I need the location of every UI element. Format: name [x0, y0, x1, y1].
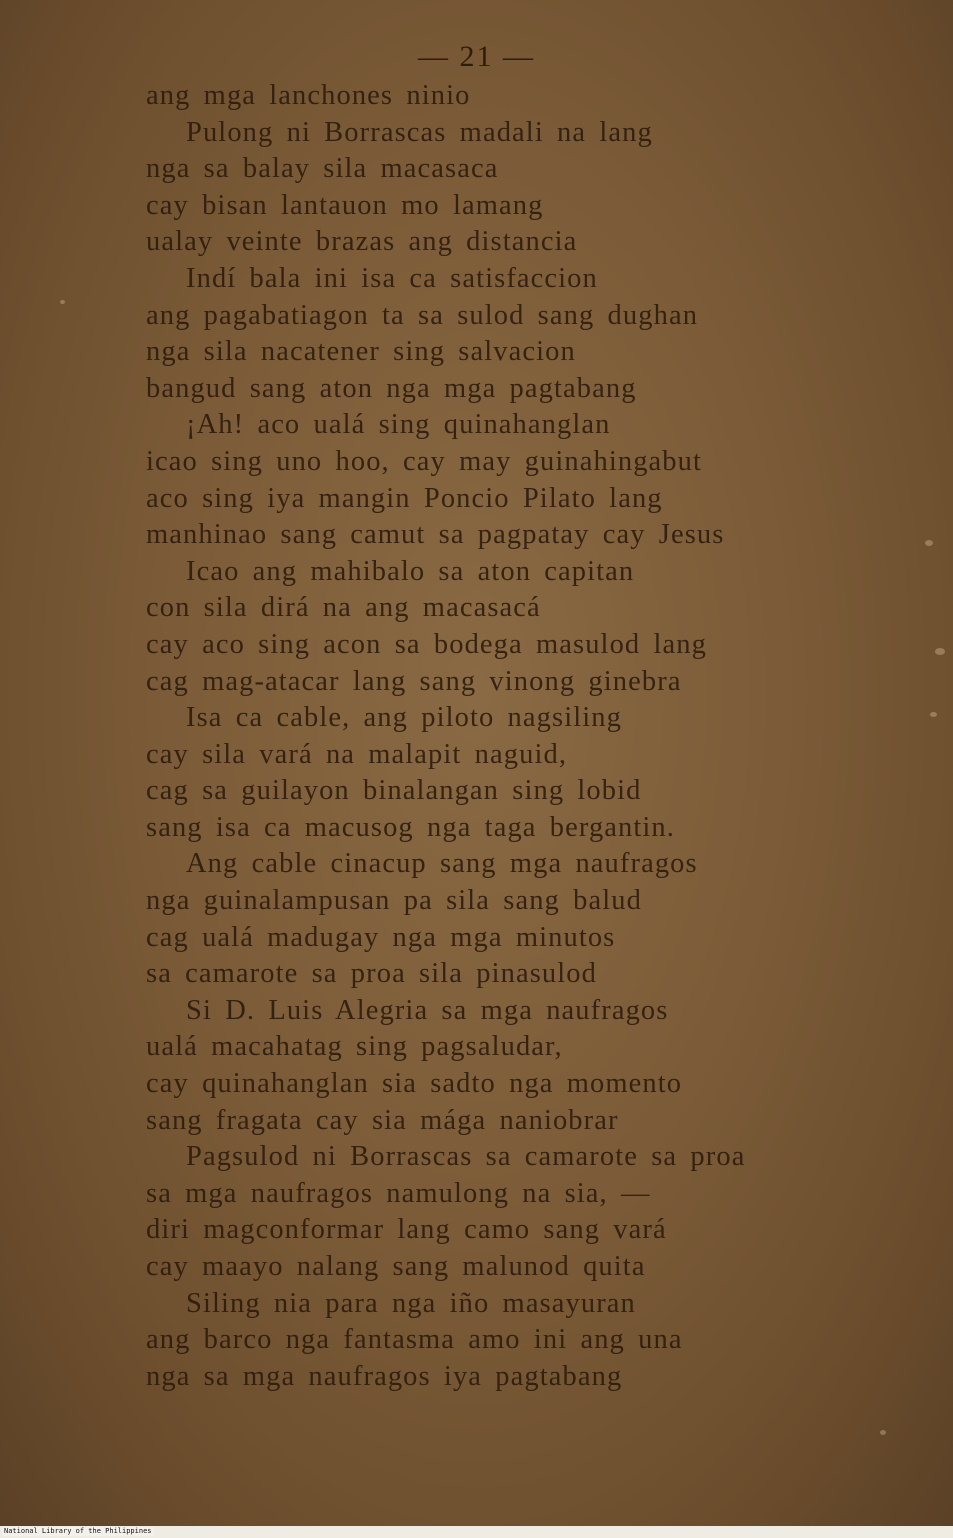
- text-line: ualay veinte brazas ang distancia: [146, 226, 578, 258]
- text-line: Pulong ni Borrascas madali na lang: [186, 116, 653, 148]
- text-line: sang fragata cay sia mága naniobrar: [146, 1104, 619, 1136]
- text-line: cay maayo nalang sang malunod quita: [146, 1251, 646, 1282]
- text-line: ang mga lanchones ninio: [146, 80, 471, 111]
- text-line: cay bisan lantauon mo lamang: [146, 189, 544, 221]
- poem-text-block: [146, 78, 846, 1395]
- text-line: cay aco sing acon sa bodega masulod lang: [146, 628, 707, 660]
- text-line: cag mag-atacar lang sang vinong ginebra: [146, 665, 682, 697]
- text-line: con sila dirá na ang macasacá: [146, 592, 541, 624]
- text-line: Isa ca cable, ang piloto nagsiling: [186, 702, 622, 734]
- paper-speck: [930, 712, 937, 717]
- text-line: sang isa ca macusog nga taga bergantin.: [146, 811, 676, 843]
- text-line: Indí bala ini isa ca satisfaccion: [186, 262, 598, 294]
- text-line: Icao ang mahibalo sa aton capitan: [186, 555, 635, 587]
- text-line: Ang cable cinacup sang mga naufragos: [186, 848, 698, 880]
- text-line: Si D. Luis Alegria sa mga naufragos: [186, 994, 669, 1026]
- text-line: Siling nia para nga iño masayuran: [186, 1287, 636, 1319]
- page-number: — 21 —: [418, 40, 535, 73]
- text-line: sa mga naufragos namulong na sia, —: [146, 1177, 651, 1209]
- text-line: ang barco nga fantasma amo ini ang una: [146, 1324, 683, 1356]
- text-line: ualá macahatag sing pagsaludar,: [146, 1031, 563, 1063]
- paper-speck: [880, 1430, 886, 1435]
- text-line: bangud sang aton nga mga pagtabang: [146, 372, 637, 404]
- footer-credit: National Library of the Philippines: [4, 1527, 152, 1535]
- text-line: sa camarote sa proa sila pinasulod: [146, 958, 597, 990]
- text-line: manhinao sang camut sa pagpatay cay Jesus: [146, 519, 725, 551]
- text-line: nga sa mga naufragos iya pagtabang: [146, 1360, 623, 1392]
- text-line: cay sila vará na malapit naguid,: [146, 738, 568, 770]
- paper-speck: [925, 540, 933, 546]
- text-line: ang pagabatiagon ta sa sulod sang dughan: [146, 299, 699, 331]
- text-line: Pagsulod ni Borrascas sa camarote sa proa: [186, 1141, 746, 1173]
- text-line: cay quinahanglan sia sadto nga momento: [146, 1068, 683, 1100]
- text-line: icao sing uno hoo, cay may guinahingabut: [146, 445, 703, 477]
- text-line: cag sa guilayon binalangan sing lobid: [146, 775, 642, 807]
- text-line: aco sing iya mangin Poncio Pilato lang: [146, 482, 663, 514]
- paper-speck: [60, 300, 65, 304]
- text-line: nga sila nacatener sing salvacion: [146, 336, 576, 368]
- paper-speck: [935, 648, 945, 655]
- text-line: cag ualá madugay nga mga minutos: [146, 921, 616, 953]
- text-line: nga guinalampusan pa sila sang balud: [146, 885, 642, 917]
- text-line: nga sa balay sila macasaca: [146, 153, 499, 185]
- text-line: diri magconformar lang camo sang vará: [146, 1214, 667, 1246]
- text-line: ¡Ah! aco ualá sing quinahanglan: [186, 409, 611, 441]
